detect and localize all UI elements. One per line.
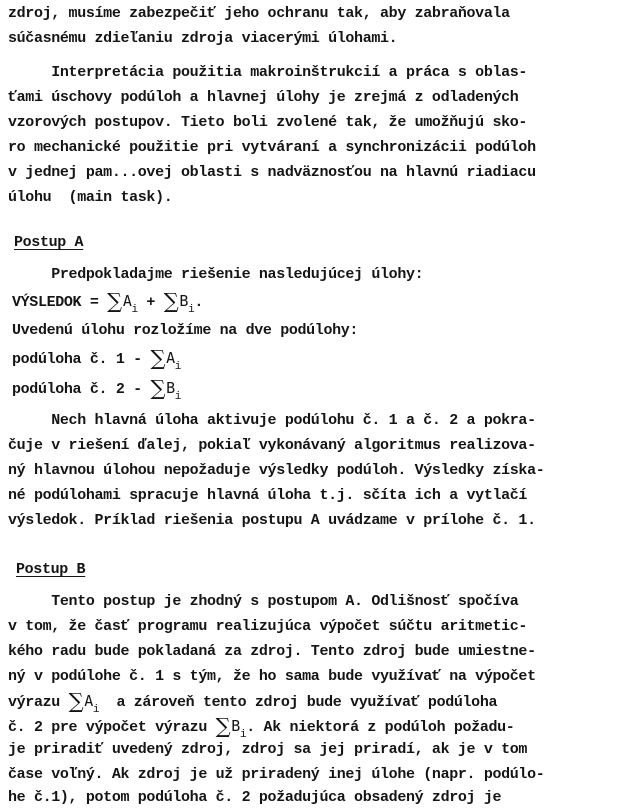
para1-line-2: ťami úschovy podúloh a hlavnej úlohy je zrejmá z odladených [8,89,519,106]
formula-plus: + [137,294,164,311]
postup-b-line-1: Tento postup je zhodný s postupom A. Odlišnosť spočíva [8,593,519,610]
subtask-1-line [12,346,181,371]
intro-line-1: zdroj, musíme zabezpečiť jeho ochranu tak, aby zabraňovala [8,5,510,22]
postup-a-intro: Predpokladajme riešenie nasledujúcej úlohy: [8,266,424,283]
postup-a-body-line-1: Nech hlavná úloha aktivuje podúlohu č. 1 a č. 2 a pokra- [8,412,536,429]
line5-pre: výrazu [8,694,69,711]
para1-line-3: vzorových postupov. Tieto boli zvolené tak, že umožňujú sko- [8,114,528,131]
postup-b-line-8: čase voľný. Ak zdroj je už priradený inej úlohe (napr. podúlo- [8,766,545,783]
subtask-2-sub: i [174,391,182,403]
subtask-1-var: A [166,349,175,367]
para1-line-1: Interpretácia použitia makroinštrukcií a práca s oblas- [8,64,528,81]
para1-line-6: úlohu (main task). [8,189,173,206]
postup-a-body-line-2: čuje v riešení ďalej, pokiaľ vykonávaný algoritmus realizova- [8,437,536,454]
formula-sub-a: i [131,304,138,316]
sum-symbol: ∑ [107,289,122,313]
subtask-2-label: podúloha č. 2 - [12,381,151,398]
split-text: Uvedenú úlohu rozložíme na dve podúlohy: [12,322,359,339]
para1-line-4: ro mechanické použitie pri vytváraní a synchronizácii podúloh [8,139,536,156]
postup-b-heading: Postup B [16,561,86,578]
postup-a-body-line-3: ný hlavnou úlohou nepožaduje výsledky podúloh. Výsledky získa- [8,462,545,479]
line5-var: A [84,692,93,710]
formula-var-a: A [122,292,132,310]
para1-line-5: v jednej pam...ovej oblasti s nadväznosťou na hlavnú riadiacu [8,164,536,181]
sum-symbol: ∑ [215,714,231,738]
postup-b-line-2: v tom, že časť programu realizujúca výpočet súčtu aritmetic- [8,618,528,635]
postup-b-line-3: kého radu bude pokladaná za zdroj. Tento zdroj bude umiestne- [8,643,536,660]
postup-b-line-6 [8,714,514,739]
line6-pre: č. 2 pre výpočet výrazu [8,719,216,736]
subtask-2-line [12,376,181,401]
postup-b-line-4: ný v podúlohe č. 1 s tým, že ho sama bude využívať na výpočet [8,668,536,685]
formula-line [12,289,203,314]
line6-post: . Ak niektorá z podúloh požadu- [246,719,515,736]
intro-line-2: súčasnému zdieľaniu zdroja viacerými úlohami. [8,30,398,47]
postup-b-line-5 [8,689,497,714]
sum-symbol: ∑ [68,689,84,713]
formula-label: VÝSLEDOK = [12,294,108,311]
sum-symbol: ∑ [150,376,166,400]
formula-sub-b: i [188,304,195,316]
postup-a-heading: Postup A [14,234,84,251]
postup-b-line-7: je priradiť uvedený zdroj, zdroj sa jej priradí, ak je v tom [8,741,528,758]
formula-end: . [194,294,204,311]
sum-symbol: ∑ [150,346,166,370]
subtask-1-sub: i [174,361,182,373]
postup-a-body-line-4: né podúlohami spracuje hlavná úloha t.j. sčíta ich a vytlačí [8,487,528,504]
line6-sub: i [239,729,247,741]
sum-symbol: ∑ [163,289,179,313]
subtask-1-label: podúloha č. 1 - [12,351,151,368]
line6-var: B [231,717,240,735]
line5-post: a zároveň tento zdroj bude využívať podúloha [99,694,498,711]
postup-a-body-line-5: výsledok. Príklad riešenia postupu A uvádzame v prílohe č. 1. [8,512,536,529]
postup-b-line-9: he č.1), potom podúloha č. 2 požadujúca obsadený zdroj je [8,789,502,806]
subtask-2-var: B [166,379,175,397]
line5-sub: i [92,704,100,716]
formula-var-b: B [179,292,189,310]
